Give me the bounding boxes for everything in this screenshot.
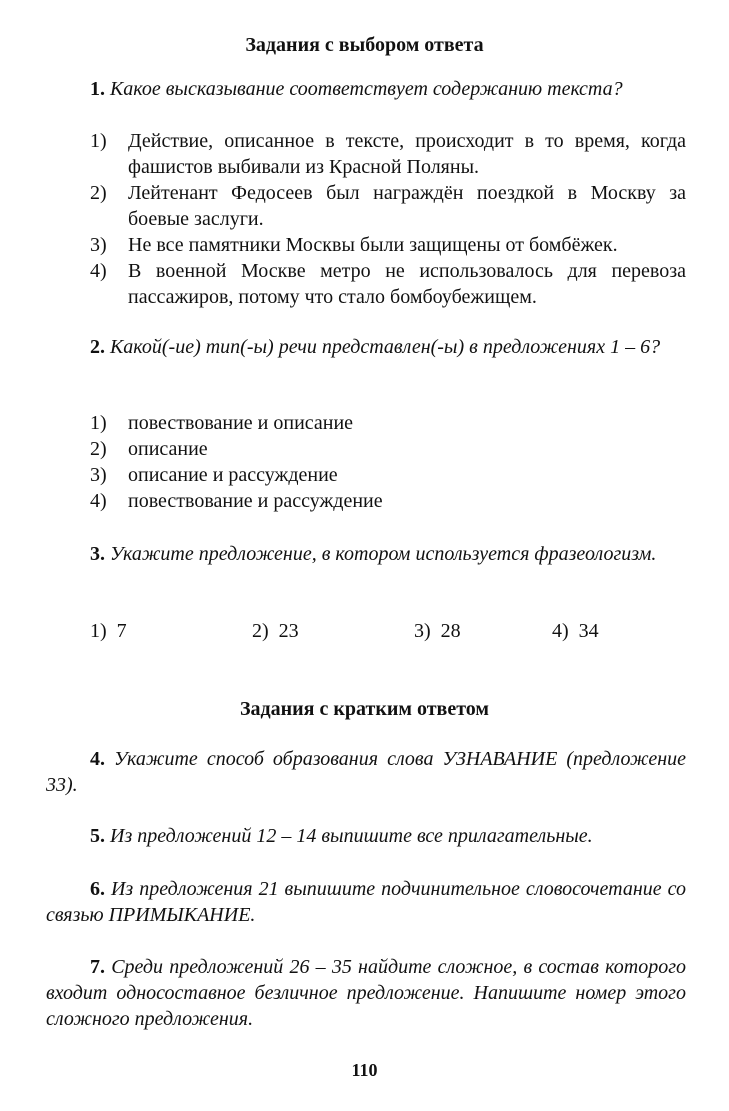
question-1-option-4: [88, 258, 686, 310]
option-text: В военной Москве метро не использовалось для перевоза пассажиров, потому что стало бомбоубежищем.: [128, 260, 686, 308]
question-1-number: 1.: [90, 78, 105, 100]
question-2-option-2: [88, 436, 686, 462]
question-2-text: Какой(-ие) тип(-ы) речи представлен(-ы) в предложениях 1 – 6?: [110, 336, 661, 358]
option-number: 4): [90, 490, 107, 512]
option-number: 1): [90, 620, 107, 642]
option-text: повествование и рассуждение: [128, 490, 383, 512]
question-5-text: Из предложений 12 – 14 выпишите все прилагательные.: [110, 825, 593, 847]
option-text: 7: [116, 620, 127, 642]
question-1-option-1: [88, 128, 686, 180]
option-number: 1): [90, 130, 107, 152]
question-3: [46, 541, 686, 567]
question-2-option-1: [88, 410, 686, 436]
option-number: 3): [414, 620, 431, 642]
option-text: Лейтенант Федосеев был награждён поездкой в Москву за боевые заслуги.: [128, 182, 686, 230]
page-number: 110: [351, 1060, 378, 1080]
option-number: 2): [90, 182, 107, 204]
question-3-option-2: [252, 620, 299, 643]
question-6-number: 6.: [90, 878, 105, 900]
option-number: 3): [90, 234, 107, 256]
question-2-option-4: [88, 488, 686, 514]
question-7-text: Среди предложений 26 – 35 найдите сложное, в состав которого входит односоставное безличное предложение. Напишите номер этого сложного предложения.: [46, 956, 686, 1030]
question-7: [46, 954, 686, 1032]
question-1-text: Какое высказывание соответствует содержанию текста?: [110, 78, 623, 100]
question-1: [46, 76, 686, 102]
question-5-number: 5.: [90, 825, 105, 847]
question-3-option-4: [552, 620, 599, 643]
option-number: 4): [552, 620, 569, 642]
question-5: [46, 823, 686, 849]
question-2: [46, 334, 686, 360]
question-3-option-1: [90, 620, 127, 643]
question-7-number: 7.: [90, 956, 105, 978]
question-1-option-3: [88, 232, 686, 258]
question-1-options: [88, 128, 686, 310]
option-number: 4): [90, 260, 107, 282]
option-text: Действие, описанное в тексте, происходит в то время, когда фашистов выбивали из Красной Поляны.: [128, 130, 686, 178]
question-3-text: Укажите предложение, в котором используется фразеологизм.: [110, 543, 657, 565]
question-3-number: 3.: [90, 543, 105, 565]
section-title-choice: Задания с выбором ответа: [245, 34, 484, 56]
question-6: [46, 876, 686, 928]
question-1-option-2: [88, 180, 686, 232]
section-title-short-answer: Задания с кратким ответом: [239, 698, 490, 720]
option-text: описание и рассуждение: [128, 464, 338, 486]
question-3-option-3: [414, 620, 461, 643]
option-text: 28: [440, 620, 461, 642]
question-4-number: 4.: [90, 748, 105, 770]
question-4-text: Укажите способ образования слова УЗНАВАНИЕ (предложение 33).: [46, 748, 686, 796]
option-text: повествование и описание: [128, 412, 354, 434]
question-2-options: [88, 410, 686, 514]
option-text: описание: [128, 438, 208, 460]
question-2-number: 2.: [90, 336, 105, 358]
option-text: Не все памятники Москвы были защищены от бомбёжек.: [128, 234, 618, 256]
option-number: 2): [90, 438, 107, 460]
question-6-text: Из предложения 21 выпишите подчинительное словосочетание со связью ПРИМЫКАНИЕ.: [46, 878, 686, 926]
option-text: 23: [278, 620, 299, 642]
option-number: 2): [252, 620, 269, 642]
option-number: 1): [90, 412, 107, 434]
option-number: 3): [90, 464, 107, 486]
question-2-option-3: [88, 462, 686, 488]
option-text: 34: [578, 620, 599, 642]
question-4: [46, 746, 686, 798]
